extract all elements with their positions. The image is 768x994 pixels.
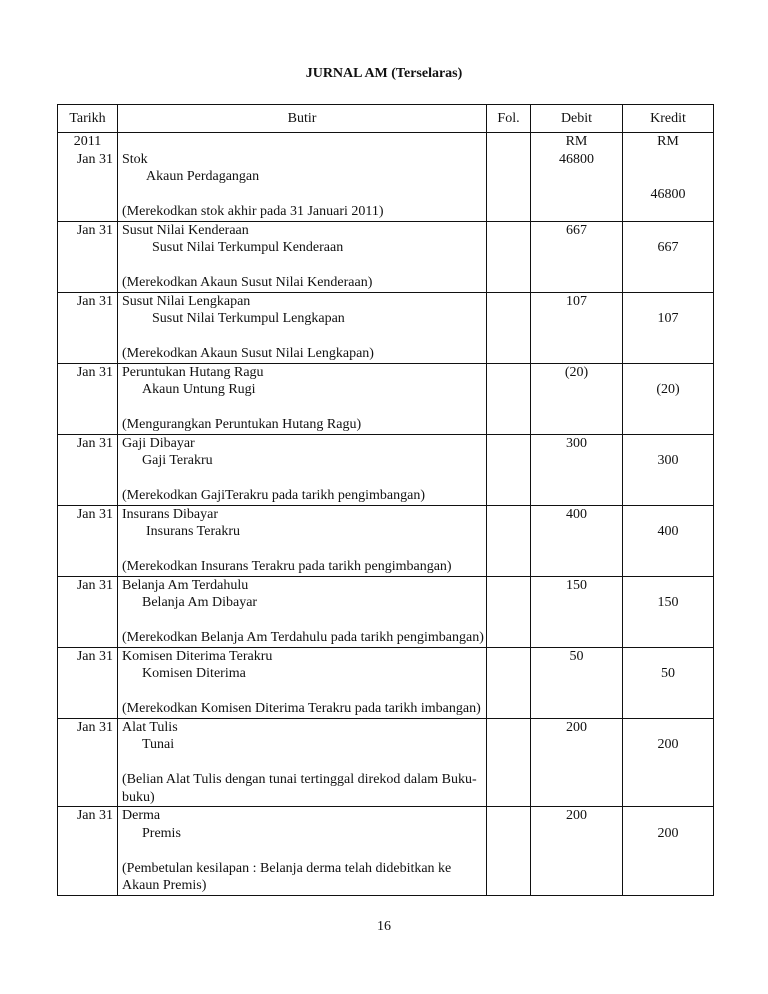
debit-cell bbox=[531, 576, 623, 647]
credit-account: Belanja Am Dibayar bbox=[142, 595, 258, 610]
folio-cell bbox=[487, 434, 531, 505]
debit-amount: 150 bbox=[566, 577, 587, 593]
currency-debit: RM bbox=[565, 134, 588, 149]
entry-date: Jan 31 bbox=[76, 222, 113, 238]
folio-cell bbox=[487, 718, 531, 807]
description-cell bbox=[118, 718, 487, 807]
kredit-cell bbox=[623, 647, 714, 718]
debit-account: Susut Nilai Kenderaan bbox=[122, 222, 249, 238]
spacer bbox=[122, 257, 486, 275]
kredit-cell bbox=[623, 505, 714, 576]
entry-date: Jan 31 bbox=[76, 648, 113, 664]
entry-date: Jan 31 bbox=[76, 364, 113, 380]
description-cell bbox=[118, 505, 487, 576]
date-cell bbox=[58, 434, 118, 505]
narration: (Belian Alat Tulis dengan tunai tertinggal direkod dalam Buku-buku) bbox=[122, 772, 477, 805]
description-cell bbox=[118, 363, 487, 434]
debit-account: Derma bbox=[122, 808, 161, 823]
table-row bbox=[58, 647, 714, 718]
spacer bbox=[122, 133, 486, 151]
date-cell bbox=[58, 718, 118, 807]
debit-account: Gaji Dibayar bbox=[122, 435, 195, 451]
entry-date: Jan 31 bbox=[76, 577, 113, 593]
narration: (Merekodkan GajiTerakru pada tarikh pengimbangan) bbox=[122, 488, 426, 503]
spacer bbox=[122, 470, 486, 488]
credit-amount: 200 bbox=[657, 825, 679, 841]
description-cell bbox=[118, 221, 487, 292]
date-cell bbox=[58, 505, 118, 576]
kredit-cell bbox=[623, 133, 714, 222]
credit-account: Susut Nilai Terkumpul Lengkapan bbox=[152, 311, 345, 326]
kredit-cell bbox=[623, 576, 714, 647]
table-row bbox=[58, 363, 714, 434]
debit-account: Susut Nilai Lengkapan bbox=[122, 293, 251, 309]
debit-amount: 107 bbox=[566, 293, 587, 309]
debit-amount: 667 bbox=[566, 222, 587, 238]
credit-amount: 107 bbox=[657, 311, 679, 326]
debit-cell bbox=[531, 718, 623, 807]
header-butir: Butir bbox=[118, 105, 487, 133]
spacer bbox=[623, 719, 713, 737]
spacer bbox=[623, 168, 713, 186]
debit-account: Alat Tulis bbox=[122, 719, 178, 735]
debit-cell bbox=[531, 292, 623, 363]
spacer bbox=[122, 754, 486, 772]
description-cell bbox=[118, 292, 487, 363]
debit-amount: 400 bbox=[566, 506, 587, 522]
table-row bbox=[58, 133, 714, 222]
debit-cell bbox=[531, 221, 623, 292]
spacer bbox=[623, 364, 713, 382]
kredit-cell bbox=[623, 221, 714, 292]
entry-date: Jan 31 bbox=[76, 151, 113, 167]
narration: (Merekodkan Insurans Terakru pada tarikh pengimbangan) bbox=[122, 559, 452, 574]
description-cell bbox=[118, 576, 487, 647]
kredit-cell bbox=[623, 363, 714, 434]
credit-amount: 300 bbox=[657, 453, 679, 468]
narration: (Merekodkan stok akhir pada 31 Januari 2011) bbox=[122, 204, 384, 219]
table-row bbox=[58, 292, 714, 363]
kredit-cell bbox=[623, 718, 714, 807]
credit-amount: 150 bbox=[657, 595, 679, 610]
header-debit: Debit bbox=[531, 105, 623, 133]
table-row bbox=[58, 718, 714, 807]
spacer bbox=[623, 577, 713, 595]
table-row bbox=[58, 434, 714, 505]
entry-date: Jan 31 bbox=[76, 506, 113, 522]
spacer bbox=[122, 612, 486, 630]
header-fol: Fol. bbox=[487, 105, 531, 133]
table-row bbox=[58, 505, 714, 576]
debit-amount: (20) bbox=[564, 364, 589, 380]
spacer bbox=[623, 807, 713, 825]
credit-account: Akaun Untung Rugi bbox=[142, 382, 256, 397]
debit-account: Belanja Am Terdahulu bbox=[122, 577, 249, 593]
folio-cell bbox=[487, 363, 531, 434]
table-row bbox=[58, 807, 714, 896]
entry-date: Jan 31 bbox=[76, 719, 113, 735]
date-cell bbox=[58, 363, 118, 434]
narration: (Merekodkan Belanja Am Terdahulu pada tarikh pengimbangan) bbox=[122, 630, 484, 645]
date-cell bbox=[58, 576, 118, 647]
debit-amount: 200 bbox=[566, 719, 587, 735]
header-tarikh: Tarikh bbox=[58, 105, 118, 133]
debit-account: Peruntukan Hutang Ragu bbox=[122, 364, 264, 380]
spacer bbox=[122, 399, 486, 417]
table-row bbox=[58, 576, 714, 647]
date-cell bbox=[58, 133, 118, 222]
table-row bbox=[58, 221, 714, 292]
debit-amount: 200 bbox=[566, 808, 587, 823]
spacer bbox=[623, 151, 713, 169]
folio-cell bbox=[487, 576, 531, 647]
debit-amount: 46800 bbox=[559, 151, 594, 167]
debit-account: Komisen Diterima Terakru bbox=[122, 648, 273, 664]
spacer bbox=[623, 222, 713, 240]
date-cell bbox=[58, 292, 118, 363]
table-header-row bbox=[58, 105, 714, 133]
folio-cell bbox=[487, 221, 531, 292]
spacer bbox=[623, 435, 713, 453]
debit-cell bbox=[531, 647, 623, 718]
folio-cell bbox=[487, 505, 531, 576]
credit-account: Insurans Terakru bbox=[146, 524, 241, 539]
spacer bbox=[122, 541, 486, 559]
folio-cell bbox=[487, 647, 531, 718]
spacer bbox=[122, 683, 486, 701]
entry-year: 2011 bbox=[73, 134, 102, 149]
spacer bbox=[122, 842, 486, 860]
narration: (Merekodkan Komisen Diterima Terakru pada tarikh imbangan) bbox=[122, 701, 481, 716]
spacer bbox=[623, 648, 713, 666]
description-cell bbox=[118, 434, 487, 505]
credit-amount: (20) bbox=[656, 382, 680, 397]
debit-account: Insurans Dibayar bbox=[122, 506, 219, 522]
date-cell bbox=[58, 647, 118, 718]
spacer bbox=[623, 293, 713, 311]
journal-body bbox=[58, 133, 714, 896]
narration: (Pembetulan kesilapan : Belanja derma telah didebitkan ke Akaun Premis) bbox=[122, 860, 452, 893]
narration: (Merekodkan Akaun Susut Nilai Kenderaan) bbox=[122, 275, 373, 290]
credit-amount: 50 bbox=[661, 666, 675, 681]
kredit-cell bbox=[623, 292, 714, 363]
debit-amount: 50 bbox=[569, 648, 584, 664]
debit-cell bbox=[531, 807, 623, 896]
entry-date: Jan 31 bbox=[76, 293, 113, 309]
folio-cell bbox=[487, 807, 531, 896]
kredit-cell bbox=[623, 434, 714, 505]
header-kredit: Kredit bbox=[623, 105, 714, 133]
credit-amount: 46800 bbox=[650, 186, 686, 202]
debit-amount: 300 bbox=[566, 435, 587, 451]
debit-cell bbox=[531, 363, 623, 434]
credit-account: Akaun Perdagangan bbox=[146, 169, 260, 184]
date-cell bbox=[58, 807, 118, 896]
credit-account: Tunai bbox=[142, 737, 175, 752]
debit-cell bbox=[531, 434, 623, 505]
credit-amount: 400 bbox=[657, 524, 679, 539]
page-title: JURNAL AM (Terselaras) bbox=[305, 66, 463, 81]
spacer bbox=[122, 328, 486, 346]
narration: (Mengurangkan Peruntukan Hutang Ragu) bbox=[122, 417, 362, 432]
spacer bbox=[623, 506, 713, 524]
folio-cell bbox=[487, 133, 531, 222]
credit-amount: 200 bbox=[657, 737, 679, 752]
description-cell bbox=[118, 133, 487, 222]
entry-date: Jan 31 bbox=[76, 435, 113, 451]
journal-table bbox=[57, 104, 714, 896]
credit-account: Susut Nilai Terkumpul Kenderaan bbox=[152, 240, 344, 255]
folio-cell bbox=[487, 292, 531, 363]
credit-amount: 667 bbox=[657, 240, 679, 255]
narration: (Merekodkan Akaun Susut Nilai Lengkapan) bbox=[122, 346, 374, 361]
entry-date: Jan 31 bbox=[76, 808, 113, 823]
debit-cell bbox=[531, 505, 623, 576]
spacer bbox=[122, 186, 486, 204]
page-number: 16 bbox=[377, 919, 391, 934]
description-cell bbox=[118, 807, 487, 896]
debit-cell bbox=[531, 133, 623, 222]
kredit-cell bbox=[623, 807, 714, 896]
credit-account: Premis bbox=[142, 825, 181, 841]
debit-account: Stok bbox=[122, 151, 148, 167]
credit-account: Gaji Terakru bbox=[142, 453, 213, 468]
description-cell bbox=[118, 647, 487, 718]
credit-account: Komisen Diterima bbox=[142, 666, 246, 681]
date-cell bbox=[58, 221, 118, 292]
currency-kredit: RM bbox=[657, 134, 679, 149]
